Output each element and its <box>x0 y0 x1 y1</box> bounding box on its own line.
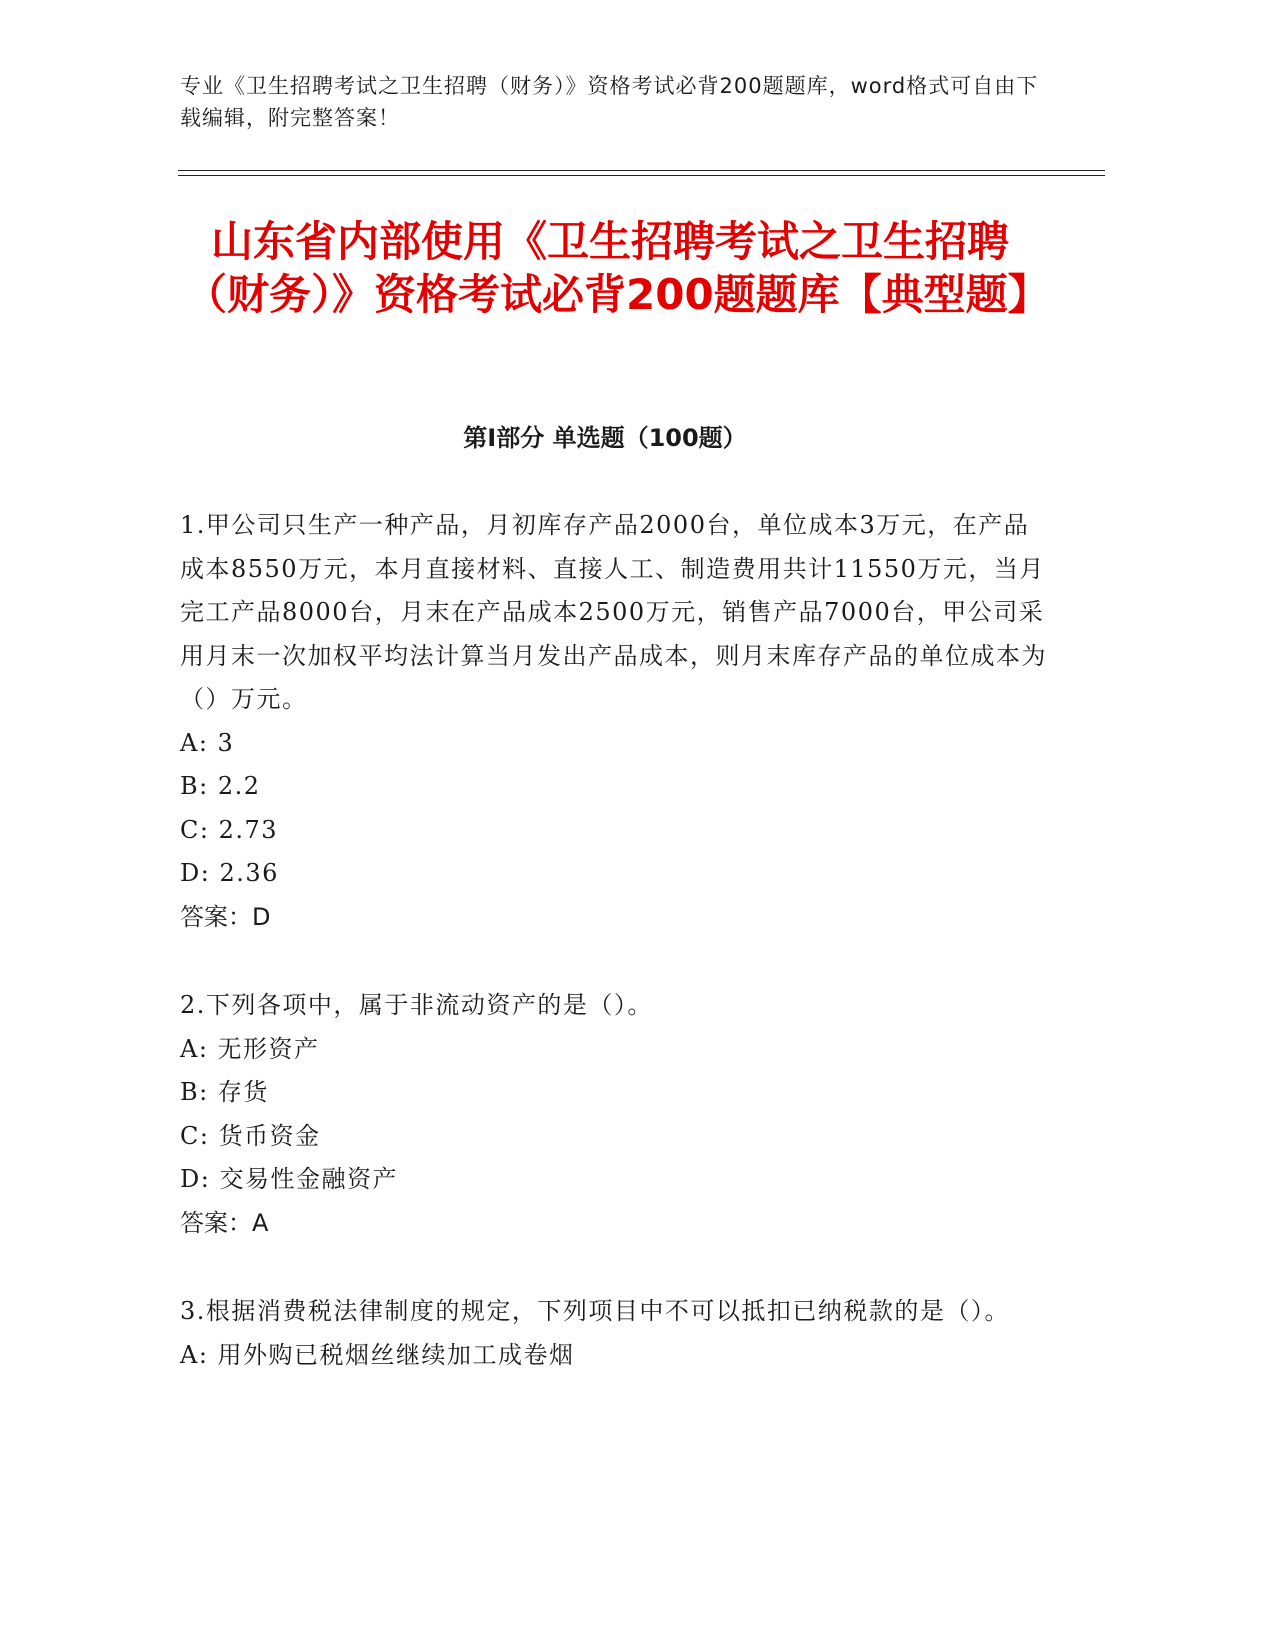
answer: 答案：A <box>180 1208 269 1237</box>
option-b: B: 2.2 <box>180 772 261 800</box>
question-list <box>180 504 1050 1422</box>
header-note: 专业《卫生招聘考试之卫生招聘（财务）》资格考试必背200题题库，word格式可自由下载编辑，附完整答案！ <box>180 74 1039 130</box>
header-divider-bottom <box>178 175 1105 176</box>
option-d: D: 2.36 <box>180 859 279 887</box>
option-a: A: 无形资产 <box>180 1034 320 1063</box>
header-divider-top <box>178 170 1105 171</box>
option-c: C: 货币资金 <box>180 1121 321 1150</box>
question-3 <box>180 1290 1050 1377</box>
answer: 答案：D <box>180 902 271 931</box>
option-c: C: 2.73 <box>180 815 279 844</box>
option-b: B: 存货 <box>180 1078 269 1106</box>
question-stem: 1.甲公司只生产一种产品，月初库存产品2000台，单位成本3万元，在产品成本8550万元，本月直接材料、直接人工、制造费用共计11550万元，当月完工产品8000台，月末在产品成本2500万元，销售产品7000台，甲公司采用月末一次加权平均法计算当月发出产品成本，则月末库存产品的单位成本为（）万元。 <box>180 511 1047 713</box>
option-a: A: 用外购已税烟丝继续加工成卷烟 <box>180 1340 575 1369</box>
document-title: 山东省内部使用《卫生招聘考试之卫生招聘（财务）》资格考试必背200题题库【典型题】 <box>185 217 1050 319</box>
question-stem: 2.下列各项中，属于非流动资产的是（）。 <box>180 991 653 1019</box>
option-a: A: 3 <box>180 728 235 757</box>
option-d: D: 交易性金融资产 <box>180 1165 398 1193</box>
question-1 <box>180 504 1050 939</box>
section-title: 第I部分 单选题（100题） <box>463 424 747 452</box>
question-2 <box>180 984 1050 1245</box>
question-stem: 3.根据消费税法律制度的规定，下列项目中不可以抵扣已纳税款的是（）。 <box>180 1297 1010 1325</box>
